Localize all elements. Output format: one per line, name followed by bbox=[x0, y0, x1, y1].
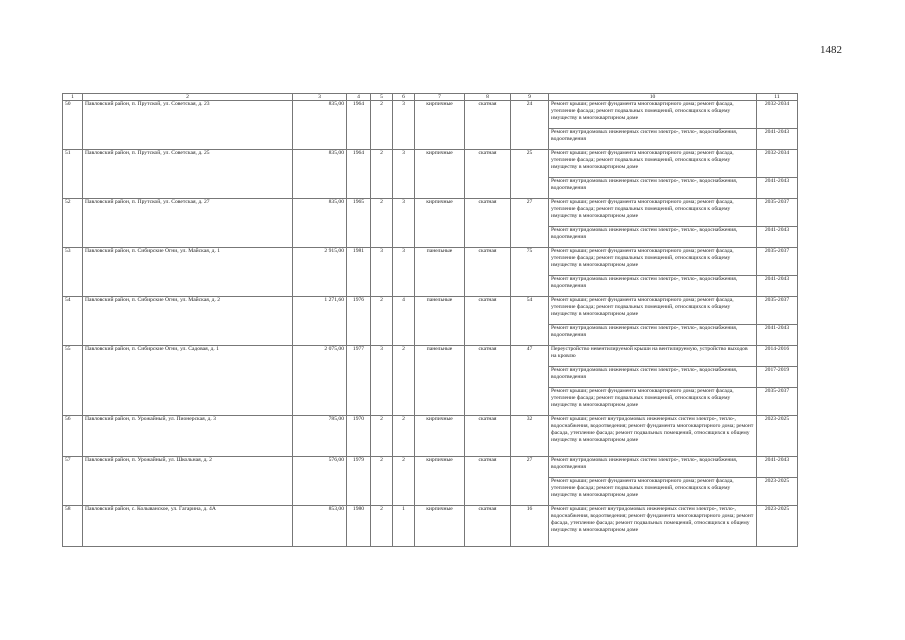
column-header: 5 bbox=[371, 94, 393, 101]
column-header: 6 bbox=[393, 94, 415, 101]
work-cell: Ремонт крыши; ремонт фундамента многоквартирного дома; ремонт фасада, утепление фасада; ремонт подвальных помещений, относящихся к общему имуществу в многоквартирном доме bbox=[549, 199, 757, 227]
area-cell: 576,00 bbox=[293, 457, 347, 506]
floors-cell: 2 bbox=[371, 150, 393, 199]
walls-cell: кирпичные bbox=[415, 506, 465, 547]
residents-cell: 75 bbox=[511, 248, 549, 297]
period-cell: 2017-2019 bbox=[757, 367, 798, 388]
year-cell: 1977 bbox=[347, 346, 371, 416]
floors-cell: 2 bbox=[371, 416, 393, 457]
column-header: 3 bbox=[293, 94, 347, 101]
row-number: 51 bbox=[63, 150, 83, 199]
work-cell: Ремонт внутридомовых инженерных систем электро-, тепло-, водоснабжения, водоотведения bbox=[549, 129, 757, 150]
roof-cell: скатная bbox=[465, 416, 511, 457]
column-header: 7 bbox=[415, 94, 465, 101]
period-cell: 2032-2034 bbox=[757, 101, 798, 129]
row-number: 53 bbox=[63, 248, 83, 297]
floors-cell: 2 bbox=[371, 297, 393, 346]
period-cell: 2041-2043 bbox=[757, 325, 798, 346]
floors-cell: 3 bbox=[371, 346, 393, 416]
roof-cell: скатная bbox=[465, 248, 511, 297]
work-cell: Ремонт внутридомовых инженерных систем электро-, тепло-, водоснабжения, водоотведения bbox=[549, 367, 757, 388]
walls-cell: панельные bbox=[415, 248, 465, 297]
roof-cell: скатная bbox=[465, 199, 511, 248]
period-cell: 2014-2016 bbox=[757, 346, 798, 367]
period-cell: 2023-2025 bbox=[757, 416, 798, 457]
work-cell: Переустройство невентилируемой крыши на вентилируемую, устройство выходов на кровлю bbox=[549, 346, 757, 367]
residents-cell: 27 bbox=[511, 457, 549, 506]
address-cell: Павловский район, п. Прутской, ул. Советская, д. 27 bbox=[83, 199, 293, 248]
work-cell: Ремонт внутридомовых инженерных систем электро-, тепло-, водоснабжения, водоотведения bbox=[549, 457, 757, 478]
roof-cell: скатная bbox=[465, 297, 511, 346]
entrances-cell: 3 bbox=[393, 101, 415, 150]
residents-cell: 54 bbox=[511, 297, 549, 346]
work-cell: Ремонт внутридомовых инженерных систем электро-, тепло-, водоснабжения, водоотведения bbox=[549, 227, 757, 248]
table-row bbox=[63, 248, 798, 276]
entrances-cell: 1 bbox=[393, 506, 415, 547]
walls-cell: кирпичные bbox=[415, 101, 465, 150]
area-cell: 2 075,00 bbox=[293, 346, 347, 416]
row-number: 57 bbox=[63, 457, 83, 506]
address-cell: Павловский район, п. Прутской, ул. Советская, д. 25 bbox=[83, 150, 293, 199]
area-cell: 835,00 bbox=[293, 199, 347, 248]
period-cell: 2032-2034 bbox=[757, 150, 798, 178]
walls-cell: кирпичные bbox=[415, 150, 465, 199]
table-row bbox=[63, 346, 798, 367]
row-number: 58 bbox=[63, 506, 83, 547]
period-cell: 2023-2025 bbox=[757, 478, 798, 506]
header-row bbox=[63, 94, 798, 101]
roof-cell: скатная bbox=[465, 506, 511, 547]
period-cell: 2035-2037 bbox=[757, 199, 798, 227]
walls-cell: кирпичные bbox=[415, 457, 465, 506]
residents-cell: 27 bbox=[511, 199, 549, 248]
address-cell: Павловский район, п. Сибирские Огни, ул. Садовая, д. 1 bbox=[83, 346, 293, 416]
work-cell: Ремонт крыши; ремонт фундамента многоквартирного дома; ремонт фасада, утепление фасада; ремонт подвальных помещений, относящихся к общему имуществу в многоквартирном доме bbox=[549, 101, 757, 129]
area-cell: 785,00 bbox=[293, 416, 347, 457]
year-cell: 1979 bbox=[347, 457, 371, 506]
year-cell: 1970 bbox=[347, 416, 371, 457]
period-cell: 2035-2037 bbox=[757, 297, 798, 325]
column-header: 2 bbox=[83, 94, 293, 101]
period-cell: 2041-2043 bbox=[757, 227, 798, 248]
table-row bbox=[63, 101, 798, 129]
work-cell: Ремонт крыши; ремонт фундамента многоквартирного дома; ремонт фасада, утепление фасада; ремонт подвальных помещений, относящихся к общему имуществу в многоквартирном доме bbox=[549, 388, 757, 416]
row-number: 52 bbox=[63, 199, 83, 248]
work-cell: Ремонт крыши; ремонт внутридомовых инженерных систем электро-, тепло-, водоснабжения, водоотведения; ремонт фундамента многоквартирного дома; ремонт фасада, утепление фасада; ремонт подвальных помещений, относящихся к общему имуществу в многоквартирном доме bbox=[549, 416, 757, 457]
work-cell: Ремонт крыши; ремонт фундамента многоквартирного дома; ремонт фасада, утепление фасада; ремонт подвальных помещений, относящихся к общему имуществу в многоквартирном доме bbox=[549, 248, 757, 276]
area-cell: 853,00 bbox=[293, 506, 347, 547]
period-cell: 2023-2025 bbox=[757, 506, 798, 547]
floors-cell: 3 bbox=[371, 248, 393, 297]
table-row bbox=[63, 297, 798, 325]
year-cell: 1981 bbox=[347, 248, 371, 297]
residents-cell: 25 bbox=[511, 150, 549, 199]
table-row bbox=[63, 506, 798, 547]
table-row bbox=[63, 457, 798, 478]
floors-cell: 2 bbox=[371, 506, 393, 547]
residents-cell: 16 bbox=[511, 506, 549, 547]
address-cell: Павловский район, п. Урожайный, ул. Пионерская, д. 3 bbox=[83, 416, 293, 457]
column-header: 1 bbox=[63, 94, 83, 101]
roof-cell: скатная bbox=[465, 346, 511, 416]
area-cell: 835,00 bbox=[293, 101, 347, 150]
roof-cell: скатная bbox=[465, 101, 511, 150]
entrances-cell: 2 bbox=[393, 346, 415, 416]
row-number: 56 bbox=[63, 416, 83, 457]
walls-cell: панельные bbox=[415, 346, 465, 416]
period-cell: 2041-2043 bbox=[757, 178, 798, 199]
work-cell: Ремонт крыши; ремонт фундамента многоквартирного дома; ремонт фасада, утепление фасада; ремонт подвальных помещений, относящихся к общему имуществу в многоквартирном доме bbox=[549, 297, 757, 325]
floors-cell: 2 bbox=[371, 199, 393, 248]
floors-cell: 2 bbox=[371, 101, 393, 150]
table-row bbox=[63, 150, 798, 178]
period-cell: 2035-2037 bbox=[757, 248, 798, 276]
entrances-cell: 3 bbox=[393, 150, 415, 199]
period-cell: 2041-2043 bbox=[757, 276, 798, 297]
year-cell: 1964 bbox=[347, 101, 371, 150]
column-header: 8 bbox=[465, 94, 511, 101]
entrances-cell: 2 bbox=[393, 457, 415, 506]
year-cell: 1980 bbox=[347, 506, 371, 547]
period-cell: 2041-2043 bbox=[757, 129, 798, 150]
work-cell: Ремонт крыши; ремонт фундамента многоквартирного дома; ремонт фасада, утепление фасада; ремонт подвальных помещений, относящихся к общему имуществу в многоквартирном доме bbox=[549, 478, 757, 506]
address-cell: Павловский район, п. Прутской, ул. Советская, д. 23 bbox=[83, 101, 293, 150]
column-header: 4 bbox=[347, 94, 371, 101]
column-header: 10 bbox=[549, 94, 757, 101]
period-cell: 2041-2043 bbox=[757, 457, 798, 478]
column-header: 9 bbox=[511, 94, 549, 101]
entrances-cell: 3 bbox=[393, 248, 415, 297]
address-cell: Павловский район, п. Урожайный, ул. Школьная, д. 2 bbox=[83, 457, 293, 506]
walls-cell: панельные bbox=[415, 297, 465, 346]
address-cell: Павловский район, с. Колыванское, ул. Гагарина, д. 4А bbox=[83, 506, 293, 547]
work-cell: Ремонт внутридомовых инженерных систем электро-, тепло-, водоснабжения, водоотведения bbox=[549, 276, 757, 297]
period-cell: 2035-2037 bbox=[757, 388, 798, 416]
residents-cell: 32 bbox=[511, 416, 549, 457]
row-number: 55 bbox=[63, 346, 83, 416]
address-cell: Павловский район, п. Сибирские Огни, ул. Майская, д. 2 bbox=[83, 297, 293, 346]
area-cell: 1 271,60 bbox=[293, 297, 347, 346]
year-cell: 1976 bbox=[347, 297, 371, 346]
area-cell: 835,00 bbox=[293, 150, 347, 199]
roof-cell: скатная bbox=[465, 150, 511, 199]
year-cell: 1964 bbox=[347, 150, 371, 199]
walls-cell: кирпичные bbox=[415, 416, 465, 457]
entrances-cell: 4 bbox=[393, 297, 415, 346]
area-cell: 2 915,00 bbox=[293, 248, 347, 297]
work-cell: Ремонт внутридомовых инженерных систем электро-, тепло-, водоснабжения, водоотведения bbox=[549, 325, 757, 346]
table-row bbox=[63, 416, 798, 457]
table-row bbox=[63, 199, 798, 227]
column-header: 11 bbox=[757, 94, 798, 101]
row-number: 54 bbox=[63, 297, 83, 346]
roof-cell: скатная bbox=[465, 457, 511, 506]
work-cell: Ремонт внутридомовых инженерных систем электро-, тепло-, водоснабжения, водоотведения bbox=[549, 178, 757, 199]
residents-cell: 24 bbox=[511, 101, 549, 150]
work-cell: Ремонт крыши; ремонт внутридомовых инженерных систем электро-, тепло-, водоснабжения, водоотведения; ремонт фундамента многоквартирного дома; ремонт фасада, утепление фасада; ремонт подвальных помещений, относящихся к общему имуществу в многоквартирном доме bbox=[549, 506, 757, 547]
residents-cell: 47 bbox=[511, 346, 549, 416]
entrances-cell: 2 bbox=[393, 416, 415, 457]
repair-program-table bbox=[62, 93, 798, 547]
year-cell: 1965 bbox=[347, 199, 371, 248]
work-cell: Ремонт крыши; ремонт фундамента многоквартирного дома; ремонт фасада, утепление фасада; ремонт подвальных помещений, относящихся к общему имуществу в многоквартирном доме bbox=[549, 150, 757, 178]
row-number: 50 bbox=[63, 101, 83, 150]
walls-cell: кирпичные bbox=[415, 199, 465, 248]
page-number: 1482 bbox=[820, 44, 842, 56]
address-cell: Павловский район, п. Сибирские Огни, ул. Майская, д. 1 bbox=[83, 248, 293, 297]
entrances-cell: 3 bbox=[393, 199, 415, 248]
floors-cell: 2 bbox=[371, 457, 393, 506]
